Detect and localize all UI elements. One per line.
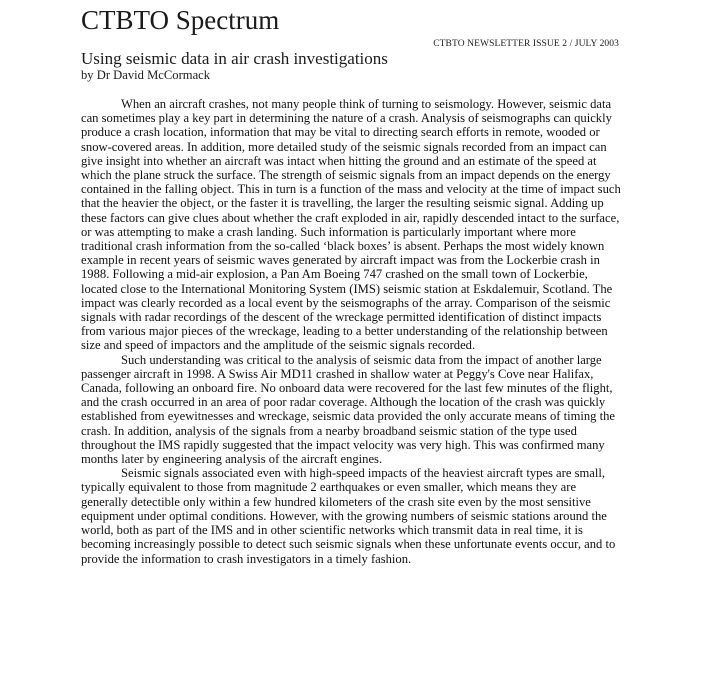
paragraph-3: Seismic signals associated even with high-speed impacts of the heaviest aircraft types are small, typically equivalent to those from magnitude 2 earthquakes or even smaller, which means they are generally detectible only within a few hundred kilometers of the crash site even by the most sensitive equipment under optimal conditions. However, with the growing numbers of seismic stations around the world, both as part of the IMS and in other scientific networks which transmit data in real time, it is becoming increasingly possible to detect such seismic signals when these unfortunate events occur, and to provide the information to crash investigators in a timely fashion. — [81, 466, 616, 566]
article-byline: by Dr David McCormack — [81, 68, 211, 82]
masthead-title: CTBTO Spectrum — [81, 5, 280, 35]
issue-line: CTBTO NEWSLETTER ISSUE 2 / JULY 2003 — [433, 39, 619, 49]
article-body — [81, 97, 621, 566]
paragraph-1: When an aircraft crashes, not many people think of turning to seismology. However, seismic data can sometimes play a key part in determining the nature of a crash. Analysis of seismographs can quickly produce a crash location, information that may be vital to directing search efforts in remote, wooded or snow-covered areas. In addition, more detailed study of the seismic signals recorded from an impact can give insight into whether an aircraft was intact when hitting the ground and an estimate of the speed at which the plane struck the surface. The strength of seismic signals from an impact depends on the energy contained in the falling object. This in turn is a function of the mass and velocity at the time of impact such that the heavier the object, or the faster it is travelling, the larger the resulting seismic signal. Adding up these factors can give clues about whether the craft exploded in air, rapidly descended intact to the surface, or was attempting to make a crash landing. Such information is particularly important where more traditional crash information from the so-called ‘black boxes’ is absent. Perhaps the most widely known example in recent years of seismic waves generated by aircraft impact was from the Lockerbie crash in 1988. Following a mid-air explosion, a Pan Am Boeing 747 crashed on the small town of Lockerbie, located close to the International Monitoring System (IMS) seismic station at Eskdalemuir, Scotland. The impact was clearly recorded as a local event by the seismographs of the array. Comparison of the seismic signals with radar recordings of the descent of the wreckage permitted identification of distinct impacts from various major pieces of the wreckage, leading to a better understanding of the relationship between size and speed of impactors and the amplitude of the seismic signals recorded. — [81, 97, 621, 353]
article-title: Using seismic data in air crash investigations — [81, 49, 388, 68]
paragraph-2: Such understanding was critical to the analysis of seismic data from the impact of another large passenger aircraft in 1998. A Swiss Air MD11 crashed in shallow water at Peggy's Cove near Halifax, Canada, following an onboard fire. No onboard data were recovered for the last few minutes of the flight, and the crash occurred in an area of poor radar coverage. Although the location of the crash was quickly established from eyewitnesses and wreckage, seismic data provided the only accurate means of timing the crash. In addition, analysis of the signals from a nearby broadband seismic station of the type used throughout the IMS rapidly suggested that the impact velocity was very high. This was confirmed many months later by engineering analysis of the aircraft engines. — [81, 352, 616, 467]
